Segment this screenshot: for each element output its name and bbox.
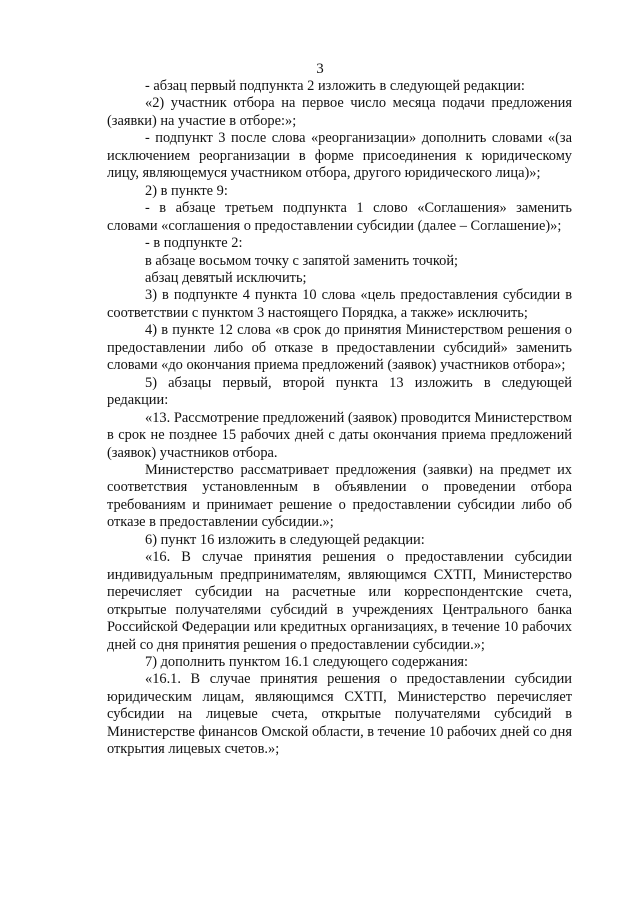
document-body: [107, 78, 572, 759]
paragraph: 5) абзацы первый, второй пункта 13 изложить в следующей редакции:: [107, 374, 572, 409]
paragraph: в абзаце восьмом точку с запятой заменить точкой;: [145, 252, 459, 269]
paragraph: - в абзаце третьем подпункта 1 слово «Соглашения» заменить словами «соглашения о предоставлении субсидии (далее – Соглашение)»;: [107, 200, 572, 234]
page-number: 3: [316, 61, 324, 77]
paragraph: «13. Рассмотрение предложений (заявок) проводится Министерством в срок не позднее 15 рабочих дней с даты окончания приема предложений (заявок) участников отбора.: [107, 409, 572, 461]
paragraph: Министерство рассматривает предложения (заявки) на предмет их соответствия установленным в объявлении о проведении отбора требованиям и принимает решение о предоставлении субсидии либо об отказе в предоставлении субсидии.»;: [107, 461, 572, 531]
paragraph: 7) дополнить пунктом 16.1 следующего содержания:: [145, 653, 469, 670]
paragraph: 4) в пункте 12 слова «в срок до принятия Министерством решения о предоставлении либо об отказе в предоставлении субсидий» заменить словами «до окончания приема предложений (заявок) участников отбора»;: [107, 322, 572, 374]
paragraph: «16.1. В случае принятия решения о предоставлении субсидии юридическим лицам, являющимся СХТП, Министерство перечисляет субсидии на лицевые счета, открытые получателями субсидий в Министерстве финансов Омской области, в течение 10 рабочих дней со дня открытия лицевых счетов.»;: [107, 671, 572, 758]
paragraph: «16. В случае принятия решения о предоставлении субсидии индивидуальным предпринимателям, являющимся СХТП, Министерство перечисляет субсидии на расчетные или корреспондентские счета, открытые получателями субсидий в учреждениях Центрального банка Российской Федерации или кредитных организациях, в течение 10 рабочих дней со дня принятия решения о предоставлении субсидии.»;: [107, 549, 572, 653]
paragraph: 2) в пункте 9:: [145, 182, 228, 199]
paragraph: «2) участник отбора на первое число месяца подачи предложения (заявки) на участие в отборе:»;: [107, 95, 572, 129]
paragraph: - в подпункте 2:: [145, 235, 243, 252]
paragraph: 3) в подпункте 4 пункта 10 слова «цель предоставления субсидии в соответствии с пунктом 3 настоящего Порядка, а также» исключить;: [107, 287, 572, 321]
paragraph: - подпункт 3 после слова «реорганизации» дополнить словами «(за исключением реорганизации в форме присоединения к юридическому лицу, являющемуся участником отбора, другого юридического лица)»;: [107, 130, 572, 182]
paragraph: 6) пункт 16 изложить в следующей редакции:: [145, 531, 425, 548]
paragraph: - абзац первый подпункта 2 изложить в следующей редакции:: [145, 78, 525, 94]
paragraph: абзац девятый исключить;: [145, 269, 307, 286]
